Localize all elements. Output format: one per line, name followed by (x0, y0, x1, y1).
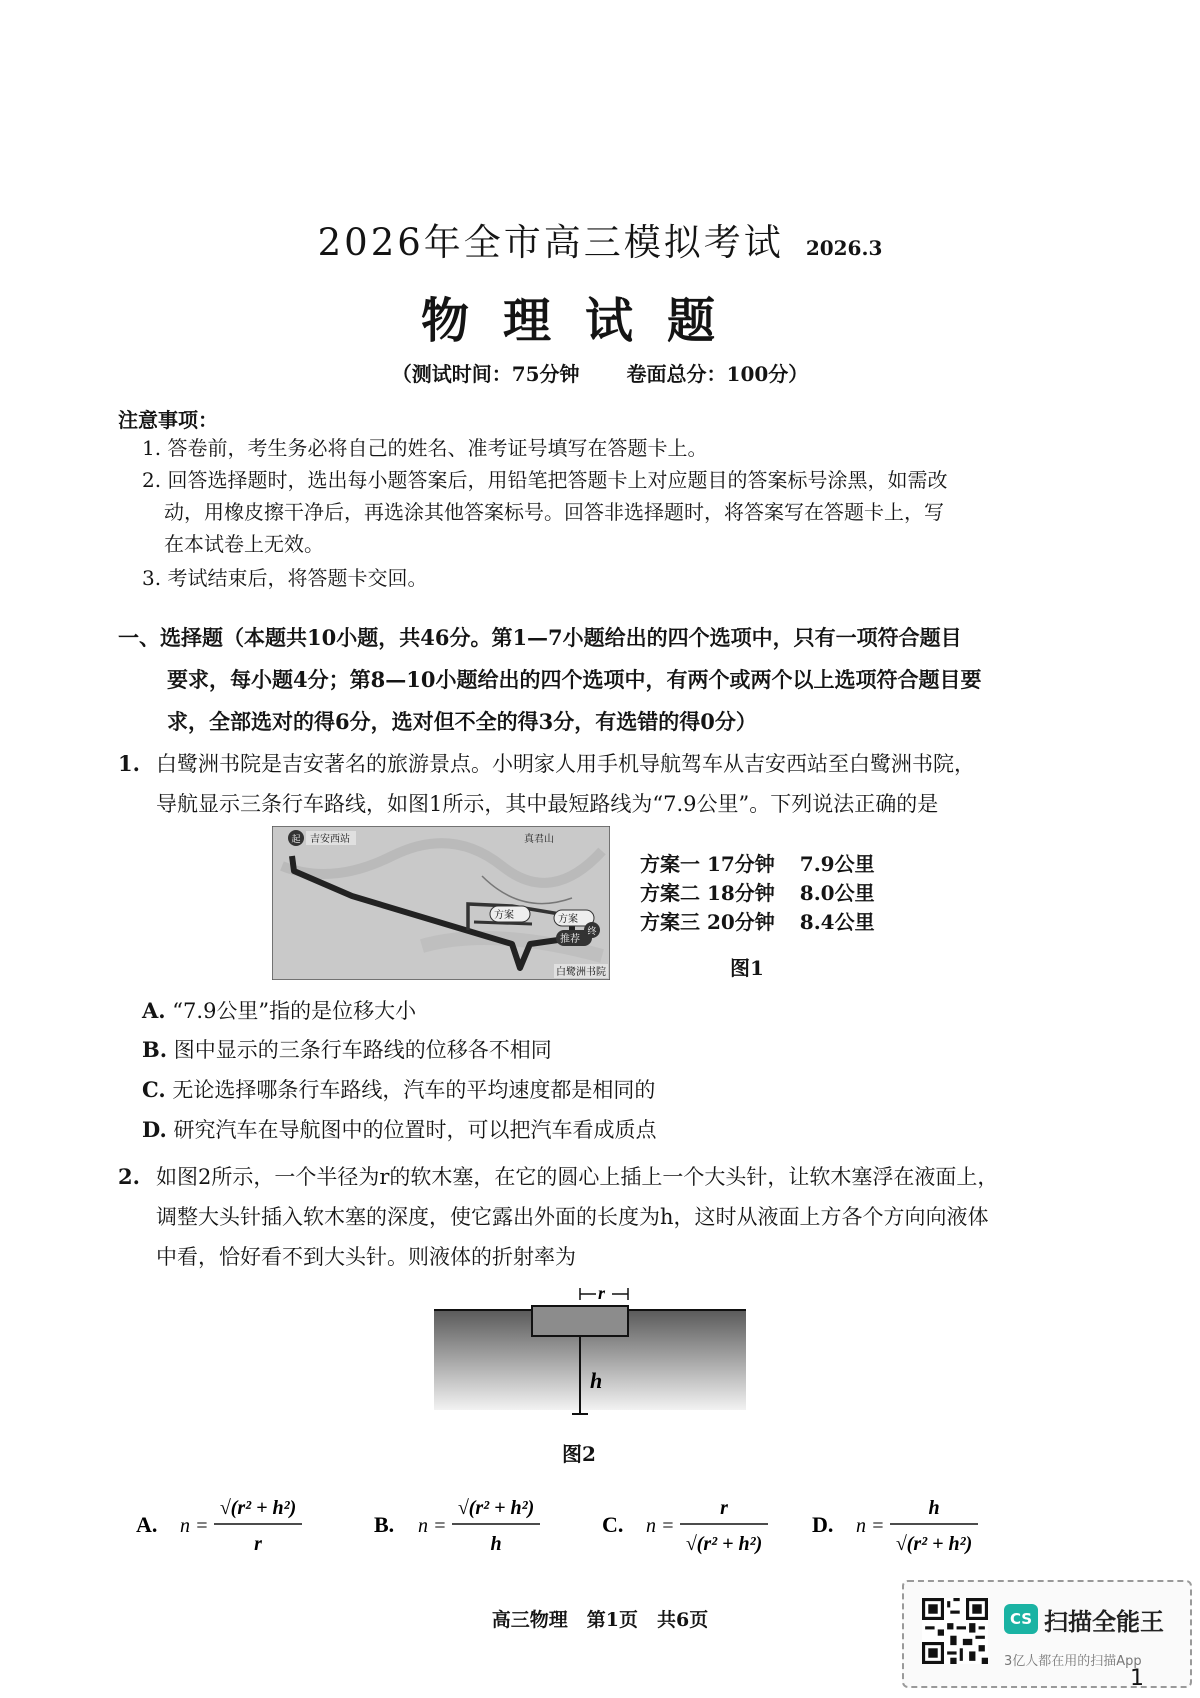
option-text: 图中显示的三条行车路线的位移各不相同 (173, 1038, 552, 1062)
plan-distance: 8.4公里 (799, 910, 875, 934)
section-line-1: 一、选择题（本题共10小题，共46分。第1—7小题给出的四个选项中，只有一项符合题目 (118, 625, 962, 650)
q2-options (130, 1486, 1100, 1566)
plan-time: 20分钟 (706, 910, 775, 934)
option-label: D. (142, 1117, 167, 1142)
option-numerator: √(r² + h²) (457, 1497, 535, 1519)
figure-1-caption: 图1 (730, 956, 764, 980)
q1-option-d (142, 1114, 656, 1144)
q2-option-a (136, 1497, 302, 1555)
option-lhs: n = (418, 1515, 447, 1537)
map-route-tag-1: 方案 (494, 910, 514, 921)
q1-option-b (142, 1034, 552, 1064)
section-line-2: 要求，每小题4分；第8—10小题给出的四个选项中，有两个或两个以上选项符合题目要 (167, 667, 982, 692)
option-denominator: √(r² + h²) (685, 1533, 763, 1555)
plan-name: 方案一 (640, 852, 700, 876)
section-line-3: 求，全部选对的得6分，选对但不全的得3分，有选错的得0分） (167, 709, 757, 734)
map-start-label: 吉安西站 (310, 834, 350, 845)
question-number: 2. (118, 1164, 140, 1189)
q2-option-d (812, 1497, 978, 1555)
option-lhs: n = (180, 1515, 209, 1537)
option-label: B. (142, 1037, 168, 1062)
q2-option-b (374, 1497, 540, 1555)
section-heading (118, 617, 1078, 743)
plan-2 (640, 879, 875, 908)
qr-code-icon (922, 1598, 988, 1664)
option-text: “7.9公里”指的是位移大小 (172, 999, 417, 1023)
scanner-brand: 扫描全能王 (1044, 1608, 1164, 1636)
page-mark: 1 (1130, 1666, 1144, 1691)
notice-item-2-cont: 动，用橡皮擦干净后，再选涂其他答案标号。回答非选择题时，将答案写在答题卡上，写 (164, 500, 944, 524)
option-text: 无论选择哪条行车路线，汽车的平均速度都是相同的 (172, 1078, 656, 1102)
option-label: C. (602, 1512, 624, 1537)
plan-3 (640, 908, 875, 937)
notice-item-3: 3. 考试结束后，将答题卡交回。 (142, 566, 428, 590)
figure-2-diagram (430, 1286, 750, 1426)
option-numerator: r (720, 1497, 728, 1519)
map-route-tag-3: 推荐 (560, 934, 580, 945)
question-2-line-1: 如图2所示，一个半径为r的软木塞，在它的圆心上插上一个大头针，让软木塞浮在液面上， (156, 1165, 999, 1189)
option-label: A. (142, 998, 166, 1023)
question-1 (118, 744, 1078, 824)
question-number: 1. (118, 751, 140, 776)
plan-time: 18分钟 (706, 881, 775, 905)
exam-date: 2026.3 (805, 236, 883, 260)
option-lhs: n = (646, 1515, 675, 1537)
option-denominator: h (490, 1533, 502, 1555)
map-end-label: 白鹭洲书院 (556, 967, 606, 978)
exam-time: （测试时间：75分钟 (391, 362, 580, 386)
radius-label: r (598, 1286, 606, 1303)
notice-item-2-end: 在本试卷上无效。 (164, 532, 324, 556)
map-start-marker: 起 (291, 835, 301, 845)
option-denominator: r (254, 1533, 262, 1555)
height-label: h (590, 1368, 603, 1393)
scanner-slogan: 3亿人都在用的扫描App (1004, 1654, 1142, 1669)
question-2 (118, 1157, 1078, 1277)
option-label: A. (136, 1512, 158, 1537)
plan-name: 方案三 (640, 910, 700, 934)
exam-score: 卷面总分：100分） (626, 362, 809, 386)
plan-name: 方案二 (640, 881, 700, 905)
question-1-line-2: 导航显示三条行车路线，如图1所示，其中最短路线为“7.9公里”。下列说法正确的是 (156, 792, 939, 816)
q1-option-a (142, 995, 416, 1025)
subject-title: 物理试题 (420, 293, 749, 349)
option-text: 研究汽车在导航图中的位置时，可以把汽车看成质点 (173, 1118, 657, 1142)
question-1-line-1: 白鹭洲书院是吉安著名的旅游景点。小明家人用手机导航驾车从吉安西站至白鹭洲书院， (156, 752, 975, 776)
question-2-line-2: 调整大头针插入软木塞的深度，使它露出外面的长度为h，这时从液面上方各个方向向液体 (156, 1205, 989, 1229)
option-label: D. (812, 1512, 834, 1537)
exam-title-text: 2026年全市高三模拟考试 (317, 221, 784, 264)
notice-item-2: 2. 回答选择题时，选出每小题答案后，用铅笔把答题卡上对应题目的答案标号涂黑，如需改 (142, 468, 948, 492)
notice-item-1: 1. 答卷前，考生务必将自己的姓名、准考证号填写在答题卡上。 (142, 436, 708, 460)
figure-1-map (272, 826, 610, 980)
plan-distance: 7.9公里 (799, 852, 875, 876)
option-label: C. (142, 1077, 166, 1102)
option-lhs: n = (856, 1515, 885, 1537)
figure-2-caption: 图2 (562, 1442, 596, 1466)
plan-distance: 8.0公里 (799, 881, 875, 905)
question-2-line-3: 中看，恰好看不到大头针。则液体的折射率为 (156, 1245, 576, 1269)
option-numerator: h (928, 1497, 940, 1519)
notice-heading: 注意事项： (118, 408, 218, 432)
plan-time: 17分钟 (706, 852, 775, 876)
plan-1 (640, 850, 875, 879)
q1-option-c (142, 1074, 655, 1104)
exam-meta (0, 358, 1200, 387)
option-numerator: √(r² + h²) (219, 1497, 297, 1519)
map-route-tag-2: 方案 (558, 914, 578, 925)
map-area-label: 真君山 (524, 834, 554, 845)
exam-title (0, 212, 1200, 266)
option-label: B. (374, 1512, 395, 1537)
scanner-watermark (902, 1580, 1192, 1688)
scanner-logo-icon: CS (1004, 1604, 1038, 1634)
map-end-marker: 终 (587, 927, 597, 937)
q2-option-c (602, 1497, 768, 1555)
option-denominator: √(r² + h²) (895, 1533, 973, 1555)
page-footer: 高三物理 第1页 共6页 (491, 1609, 709, 1631)
